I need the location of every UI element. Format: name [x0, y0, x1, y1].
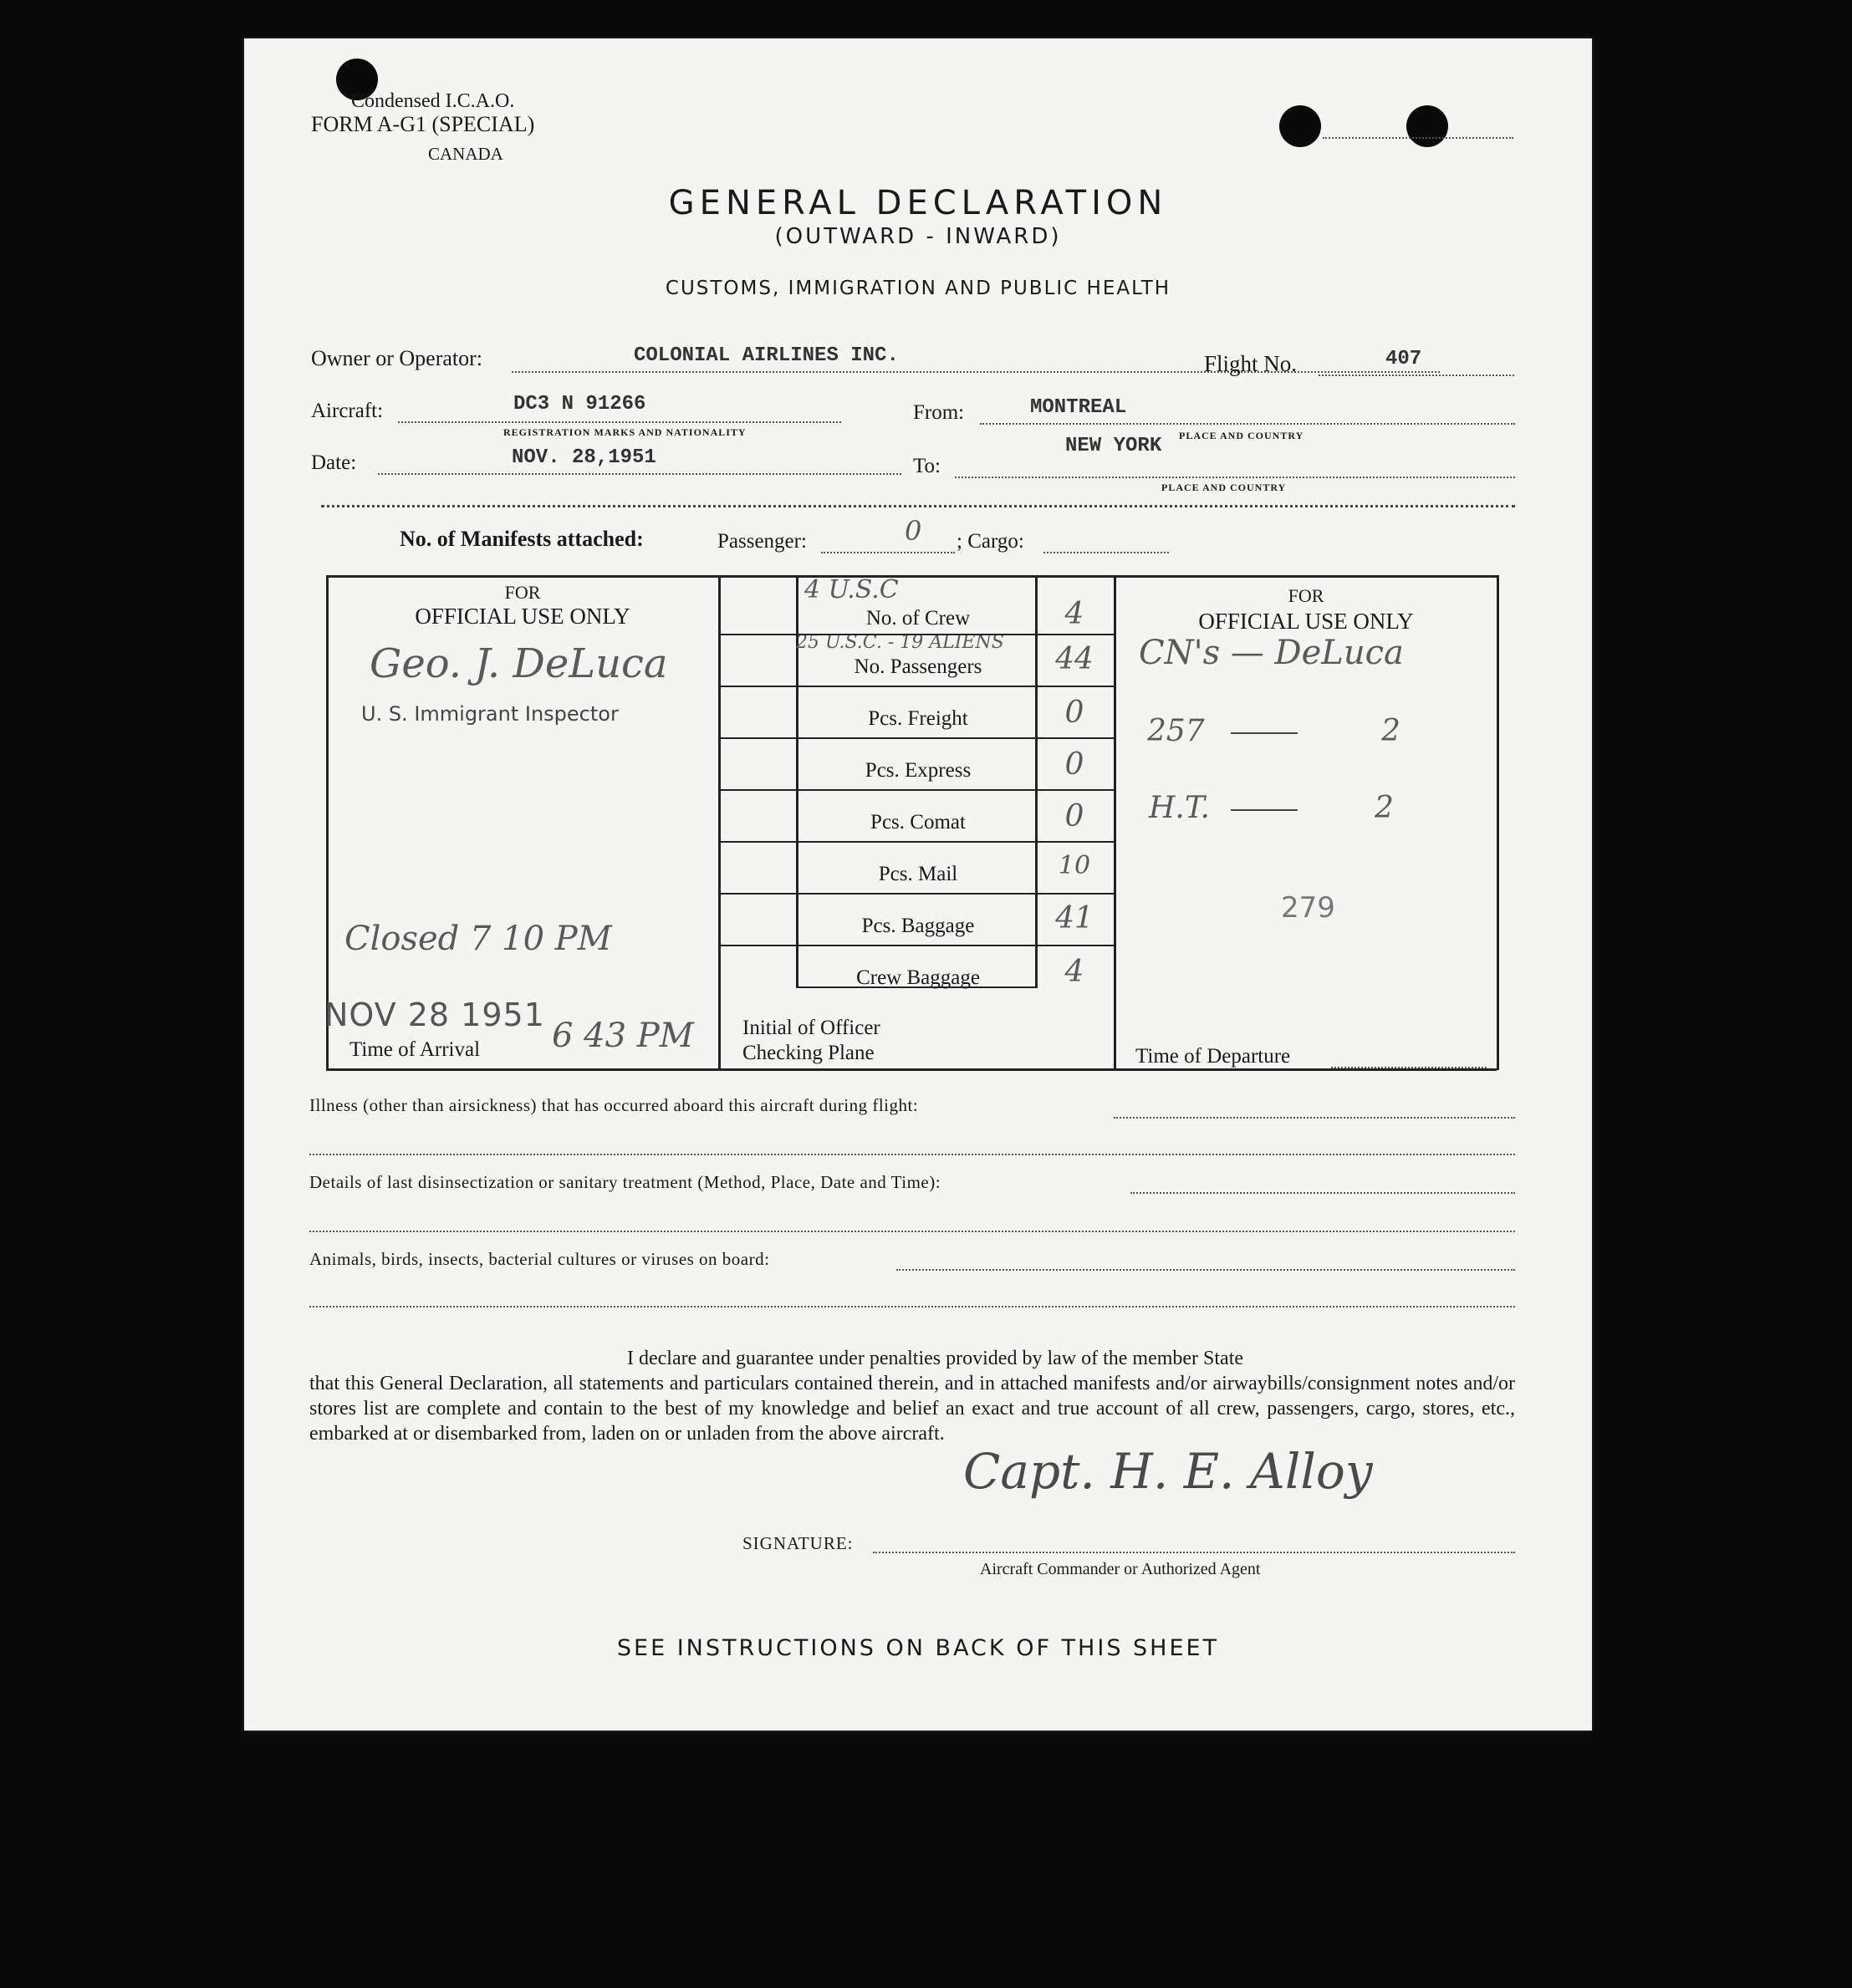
- signature-label: SIGNATURE:: [742, 1533, 854, 1553]
- from-caption: PLACE AND COUNTRY: [1179, 430, 1304, 441]
- closed-note: Closed 7 10 PM: [344, 920, 612, 958]
- signature-line: [873, 1552, 1515, 1553]
- instructions-footer: SEE INSTRUCTIONS ON BACK OF THIS SHEET: [616, 1635, 1220, 1661]
- right-official-label: OFFICIAL USE ONLY: [1198, 609, 1414, 634]
- from-value: MONTREAL: [1030, 396, 1127, 419]
- aircraft-label: Aircraft:: [311, 400, 384, 422]
- aircraft-line: [398, 421, 841, 423]
- disinsect-line: [1130, 1192, 1515, 1194]
- table-top-border: [326, 575, 1497, 578]
- crew-value: 4: [1064, 597, 1084, 631]
- row-line: [718, 893, 1114, 895]
- express-label: Pcs. Express: [865, 759, 972, 782]
- declaration-form: [244, 38, 1592, 1731]
- crew-baggage-value: 4: [1064, 955, 1084, 989]
- owner-value: COLONIAL AIRLINES INC.: [634, 344, 899, 367]
- right-note-2-left: 257: [1147, 714, 1205, 748]
- declaration-text: [309, 1346, 1515, 1446]
- animals-line: [896, 1269, 1515, 1271]
- illness-label: Illness (other than airsickness) that has occurred aboard this aircraft during flight:: [309, 1095, 919, 1115]
- owner-label: Owner or Operator:: [311, 346, 483, 370]
- table-divider: [1114, 575, 1116, 1070]
- row-line: [718, 841, 1114, 843]
- passengers-value: 44: [1055, 642, 1094, 676]
- manifests-label: No. of Manifests attached:: [400, 527, 644, 551]
- passenger-value: 0: [905, 515, 922, 547]
- right-note-3-left: H.T.: [1149, 791, 1211, 825]
- arrival-value: 6 43 PM: [552, 1017, 694, 1055]
- declaration-body: that this General Declaration, all statements and particulars contained therein, and in attached manifests and/or airwaybills/consignment notes and/or stores list are complete and contain to the best of my knowledge and belief an exact and true account of all crew, passengers, cargo, stores, etc., embarked at or disembarked from, laden on or unladen from the above aircraft.: [309, 1373, 1515, 1445]
- date-line: [378, 473, 901, 475]
- captain-signature: Capt. H. E. Alloy: [963, 1443, 1373, 1500]
- signer-caption: Aircraft Commander or Authorized Agent: [980, 1560, 1261, 1578]
- owner-line: [512, 371, 1440, 373]
- to-label: To:: [913, 455, 941, 477]
- date-stamp: NOV 28 1951: [324, 997, 545, 1033]
- row-line: [796, 986, 1038, 988]
- dash: [1231, 732, 1298, 734]
- table-bottom-border: [326, 1068, 1497, 1071]
- departure-label: Time of Departure: [1135, 1045, 1291, 1068]
- illness-line: [1114, 1117, 1515, 1119]
- row-line: [718, 945, 1114, 946]
- disinsect-label: Details of last disinsectization or sanitary treatment (Method, Place, Date and Time):: [309, 1172, 941, 1192]
- table-divider: [718, 575, 721, 1070]
- cargo-line: [1043, 552, 1169, 553]
- form-country: CANADA: [428, 144, 503, 164]
- arrival-label: Time of Arrival: [349, 1038, 481, 1061]
- mail-value: 10: [1058, 851, 1091, 880]
- express-value: 0: [1064, 747, 1084, 782]
- freight-value: 0: [1064, 696, 1084, 730]
- mail-label: Pcs. Mail: [878, 863, 958, 885]
- right-note-3-right: 2: [1375, 791, 1394, 825]
- initial-officer-label: Initial of Officer: [742, 1017, 880, 1039]
- inspector-stamp: U. S. Immigrant Inspector: [361, 702, 619, 726]
- cargo-label: ; Cargo:: [957, 530, 1024, 553]
- crew-label: No. of Crew: [865, 607, 971, 630]
- right-note-2-right: 2: [1381, 714, 1400, 748]
- right-for-label: FOR: [1288, 585, 1324, 606]
- baggage-label: Pcs. Baggage: [861, 915, 975, 937]
- row-line: [718, 737, 1114, 739]
- page-subtitle: (OUTWARD - INWARD): [774, 224, 1062, 249]
- registration-caption: REGISTRATION MARKS AND NATIONALITY: [503, 426, 747, 438]
- left-for-label: FOR: [504, 582, 541, 603]
- checking-plane-label: Checking Plane: [742, 1042, 875, 1064]
- to-caption: PLACE AND COUNTRY: [1161, 482, 1287, 493]
- flight-value: 407: [1385, 348, 1422, 370]
- date-value: NOV. 28,1951: [512, 446, 656, 469]
- form-number: FORM A-G1 (SPECIAL): [311, 112, 535, 136]
- stamp-number: 279: [1281, 891, 1335, 925]
- form-caption-line1: Condensed I.C.A.O.: [351, 90, 515, 112]
- comat-label: Pcs. Comat: [870, 811, 966, 833]
- freight-label: Pcs. Freight: [868, 707, 968, 730]
- dash: [1231, 809, 1298, 811]
- from-label: From:: [913, 401, 965, 424]
- to-value: NEW YORK: [1065, 435, 1162, 457]
- comat-value: 0: [1064, 799, 1084, 833]
- page-title: GENERAL DECLARATION: [668, 184, 1168, 222]
- crew-baggage-label: Crew Baggage: [856, 966, 980, 989]
- declaration-first-line: I declare and guarantee under penalties provided by law of the member State: [627, 1348, 1244, 1369]
- flight-label: Flight No.: [1204, 351, 1298, 376]
- section-title: CUSTOMS, IMMIGRATION AND PUBLIC HEALTH: [665, 278, 1171, 299]
- table-right-border: [1497, 575, 1499, 1070]
- left-official-label: OFFICIAL USE ONLY: [415, 604, 630, 629]
- punch-hole: [1406, 105, 1448, 147]
- punch-hole: [1279, 105, 1321, 147]
- to-line: [955, 477, 1515, 478]
- illness-line-2: [309, 1154, 1515, 1155]
- from-line: [980, 423, 1515, 425]
- passenger-line: [821, 552, 955, 553]
- row-line: [718, 686, 1114, 687]
- form-serial-line: [1323, 137, 1513, 139]
- crew-note: 4 U.S.C: [804, 575, 899, 604]
- aircraft-value: DC3 N 91266: [513, 393, 646, 415]
- disinsect-line-2: [309, 1231, 1515, 1232]
- inspector-signature: Geo. J. DeLuca: [370, 640, 668, 687]
- baggage-value: 41: [1055, 901, 1094, 935]
- date-label: Date:: [311, 451, 357, 474]
- divider: [321, 505, 1515, 507]
- departure-line: [1331, 1067, 1487, 1068]
- right-note-1: CN's — DeLuca: [1139, 634, 1404, 672]
- flight-line: [1319, 375, 1514, 376]
- passenger-note: 25 U.S.C. - 19 ALIENS: [796, 632, 1004, 653]
- row-line: [718, 634, 1114, 635]
- animals-label: Animals, birds, insects, bacterial cultures or viruses on board:: [309, 1249, 770, 1269]
- row-line: [718, 789, 1114, 791]
- passengers-label: No. Passengers: [854, 655, 982, 678]
- passenger-label: Passenger:: [717, 530, 807, 553]
- animals-line-2: [309, 1306, 1515, 1307]
